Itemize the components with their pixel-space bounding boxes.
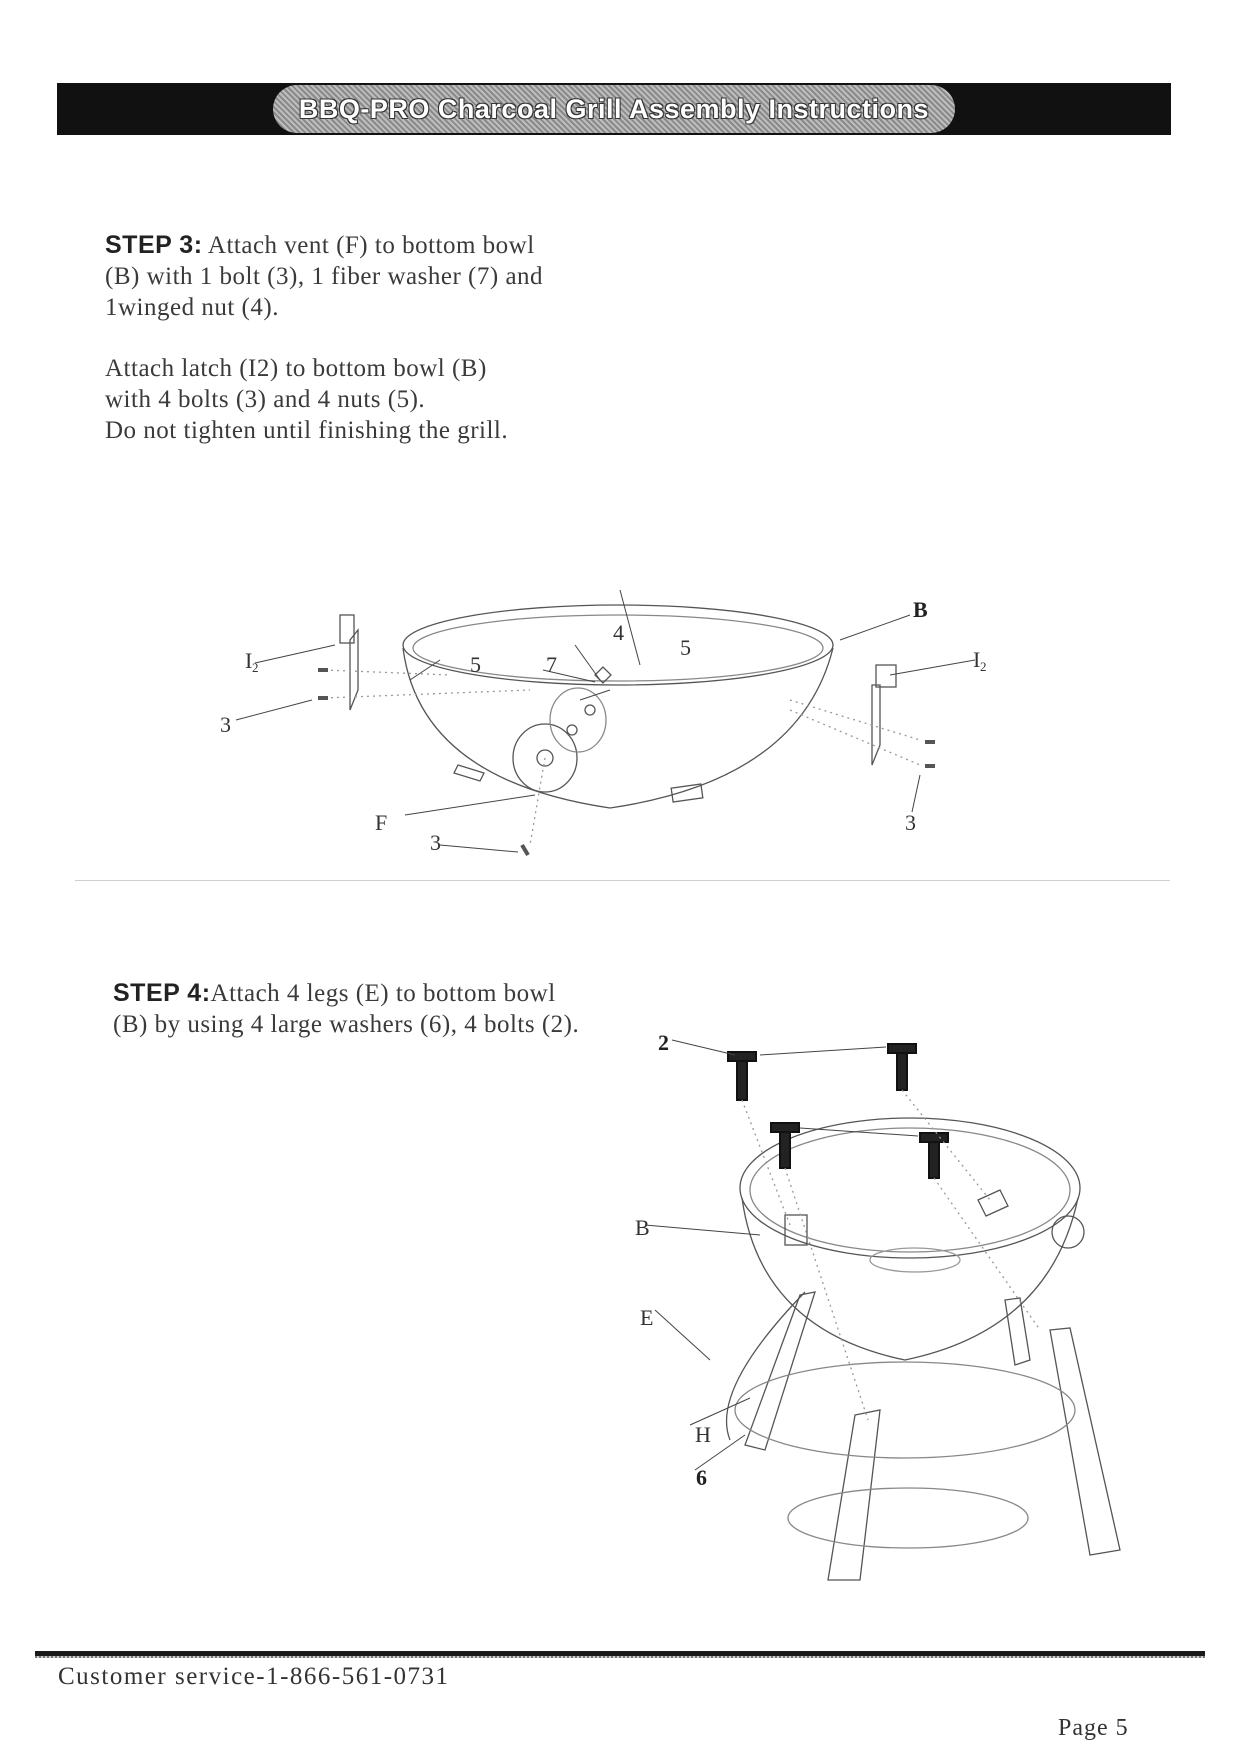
step4-diagram xyxy=(635,1030,1170,1590)
latch-right xyxy=(876,665,896,687)
callout-e: E xyxy=(640,1305,654,1330)
step3-latch-instructions xyxy=(105,353,575,446)
step4-text: Attach 4 legs (E) to bottom bowl (B) by using 4 large washers (6), 4 bolts (2). xyxy=(113,980,580,1038)
callout-h: H xyxy=(695,1422,711,1447)
page-title: BBQ-PRO Charcoal Grill Assembly Instructions xyxy=(298,93,930,124)
callout-i2-left-sub: 2 xyxy=(252,660,259,675)
callout-b-step4: B xyxy=(635,1215,650,1240)
callout-b: B xyxy=(913,597,928,622)
leg-e-right xyxy=(1050,1328,1120,1555)
footer-rule-pattern xyxy=(35,1656,1205,1658)
leg-e-front xyxy=(828,1410,880,1580)
header-bar xyxy=(57,83,1171,135)
bowl-body xyxy=(403,648,833,808)
callout-bolt-left: 3 xyxy=(220,712,231,737)
bolt-2a xyxy=(737,1060,747,1100)
step3-text2-line1: Attach latch (I2) to bottom bowl (B) xyxy=(105,355,487,382)
step4-instructions xyxy=(113,978,583,1040)
step3-diagram xyxy=(200,590,1000,890)
callout-bolt2: 2 xyxy=(658,1030,669,1055)
callout-washer7: 7 xyxy=(546,652,557,677)
callout-bolt-vent: 3 xyxy=(430,830,441,855)
step3-instructions xyxy=(105,230,575,323)
step3-text2-line2: with 4 bolts (3) and 4 nuts (5). xyxy=(105,386,426,413)
callout-i2-left: I xyxy=(245,648,253,673)
callout-nut4: 4 xyxy=(613,620,624,645)
step4-label: STEP 4: xyxy=(113,979,211,1007)
callout-bolt-right: 3 xyxy=(905,810,916,835)
callout-i2-right: I xyxy=(973,647,981,672)
section-divider xyxy=(75,880,1170,881)
callout-nut5-right: 5 xyxy=(680,635,691,660)
callout-nut5-left: 5 xyxy=(470,652,481,677)
callout-i2-right-sub: 2 xyxy=(980,659,987,674)
page-number: Page 5 xyxy=(1058,1715,1129,1741)
customer-service-text: Customer service-1-866-561-0731 xyxy=(58,1663,450,1690)
step3-label: STEP 3: xyxy=(105,231,203,259)
step3-text: Attach vent (F) to bottom bowl (B) with 1 bolt (3), 1 fiber washer (7) and 1winged nut (4). xyxy=(105,232,544,321)
callout-washer6: 6 xyxy=(696,1465,707,1490)
latch-left xyxy=(340,615,354,643)
header-pill xyxy=(273,85,955,133)
callout-f: F xyxy=(375,810,388,835)
step3-text2-line3: Do not tighten until finishing the grill. xyxy=(105,417,509,444)
bowl-rim xyxy=(403,605,833,685)
